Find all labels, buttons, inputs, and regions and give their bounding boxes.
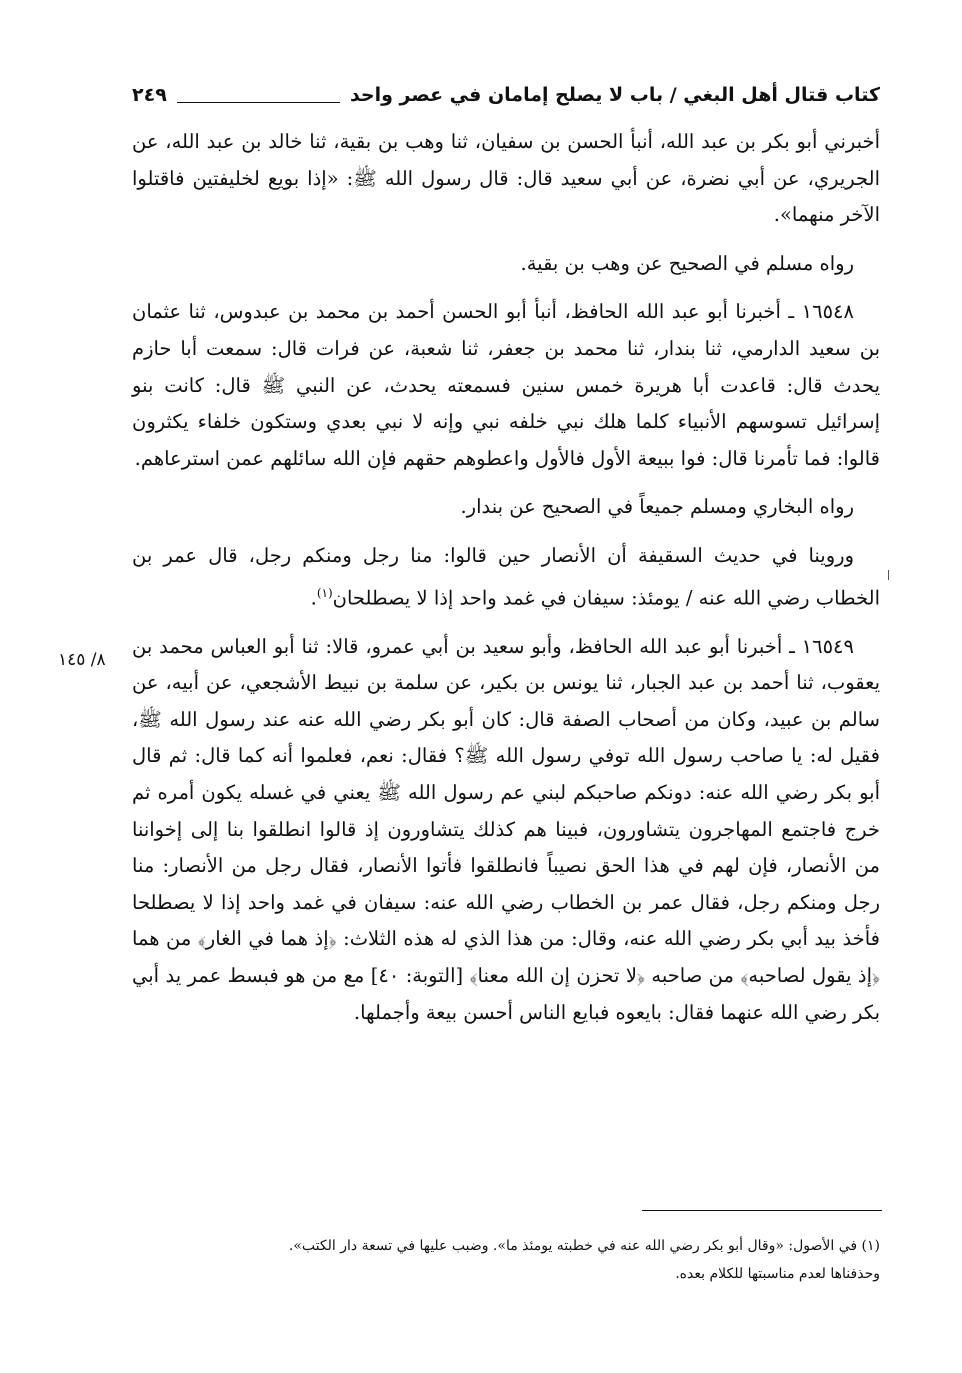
paragraph-16549: ١٦٥٤٩ ـ أخبرنا أبو عبد الله الحافظ، وأبو سعيد بن أبي عمرو، قالا: ثنا أبو العباس محمد بن يعقوب، ثنا أحمد بن عبد الجبار، ثنا يونس بن بكير، عن سلمة بن نبيط الأشجعي، عن أبيه، عن سالم بن عبيد، وكان من أصحاب الصفة قال: كان أبو بكر رضي الله عنه عند رسول الله ﷺ، فقيل له: يا صاحب رسول الله توفي رسول الله ﷺ؟ فقال: نعم، فعلموا أنه كما قال: ثم قال أبو بكر رضي الله عنه: دونكم صاحبكم لبني عم رسول الله ﷺ يعني في غسله يكون أمره ثم خرج فاجتمع المهاجرون يتشاورون، فبينا هم كذلك يتشاورون إذ قالوا انطلقوا بنا إلى إخواننا من الأنصار، فإن لهم في هذا الحق نصيباً فانطلقوا فأتوا الأنصار، فقال رجل من الأنصار: منا رجل ومنكم رجل، فقال عمر بن الخطاب رضي الله عنه: سيفان في غمد واحد إذا لا يصطلحا فأخذ بيد أبي بكر رضي الله عنه، وقال: من هذا الذي له هذه الثلاث: ﴿إذ هما في الغار﴾ من هما ﴿إذ يقول لصاحبه﴾ من صاحبه ﴿لا تحزن إن الله معنا﴾ [التوبة: ٤٠] مع من هو فبسط عمر يد أبي بكر رضي الله عنهما فقال: بايعوه فبايع الناس أحسن بيعة وأجملها. — [132, 634, 880, 1024]
main-text — [132, 124, 880, 1031]
running-header — [132, 78, 880, 112]
footnote-1: (١) في الأصول: «وقال أبو بكر رضي الله عنه في خطبته يومئذ ما». وضبب عليها في تسعة دار الكتب». — [288, 1238, 880, 1254]
paragraph-16548: ١٦٥٤٨ ـ أخبرنا أبو عبد الله الحافظ، أنبأ أبو الحسن أحمد بن محمد بن عبدوس، ثنا عثمان بن سعيد الدارمي، ثنا بندار، ثنا محمد بن جعفر، ثنا شعبة، عن فرات قال: سمعت أبا حازم يحدث قال: قاعدت أبا هريرة خمس سنين فسمعته يحدث، عن النبي ﷺ قال: كانت بنو إسرائيل تسوسهم الأنبياء كلما هلك نبي خلفه نبي وإنه لا نبي بعدي وستكون خلفاء يكثرون قالوا: فما تأمرنا قال: فوا ببيعة الأول فالأول واعطوهم حقهم فإن الله سائلهم عمن استرعاهم. — [132, 300, 880, 470]
saqifa-tail: . — [310, 586, 317, 610]
footnote-1-cont: وحذفناها لعدم مناسبتها للكلام بعده. — [675, 1266, 880, 1282]
chapter-title: كتاب قتال أهل البغي / باب لا يصلح إمامان في عصر واحد — [349, 84, 880, 106]
paragraph-hadith-intro: أخبرني أبو بكر بن عبد الله، أنبأ الحسن بن سفيان، ثنا وهب بن بقية، ثنا خالد بن عبد الله، عن الجريري، عن أبي نضرة، عن أبي سعيد قال: قال رسول الله ﷺ: «إذا بويع لخليفتين فاقتلوا الآخر منهما». — [132, 130, 880, 227]
saqifa-text: وروينا في حديث السقيفة أن الأنصار حين قالوا: منا رجل ومنكم رجل، قال عمر بن الخطاب رضي الله عنه / يومئذ: سيفان في غمد واحد إذا لا يصطلحان — [132, 543, 880, 610]
margin-tick — [888, 570, 889, 580]
page-number: ٢٤٩ — [132, 84, 167, 106]
paragraph-saqifa — [132, 538, 880, 617]
paragraph-muslim-ref: رواه مسلم في الصحيح عن وهب بن بقية. — [520, 251, 854, 275]
footnotes — [132, 1232, 880, 1288]
header-rule — [177, 102, 340, 103]
footnote-marker: (١) — [316, 585, 333, 600]
margin-volume-page-ref: ٨/ ١٤٥ — [58, 650, 106, 670]
paragraph-bukhari-ref: رواه البخاري ومسلم جميعاً في الصحيح عن بندار. — [460, 495, 854, 519]
footnote-rule — [642, 1210, 882, 1211]
